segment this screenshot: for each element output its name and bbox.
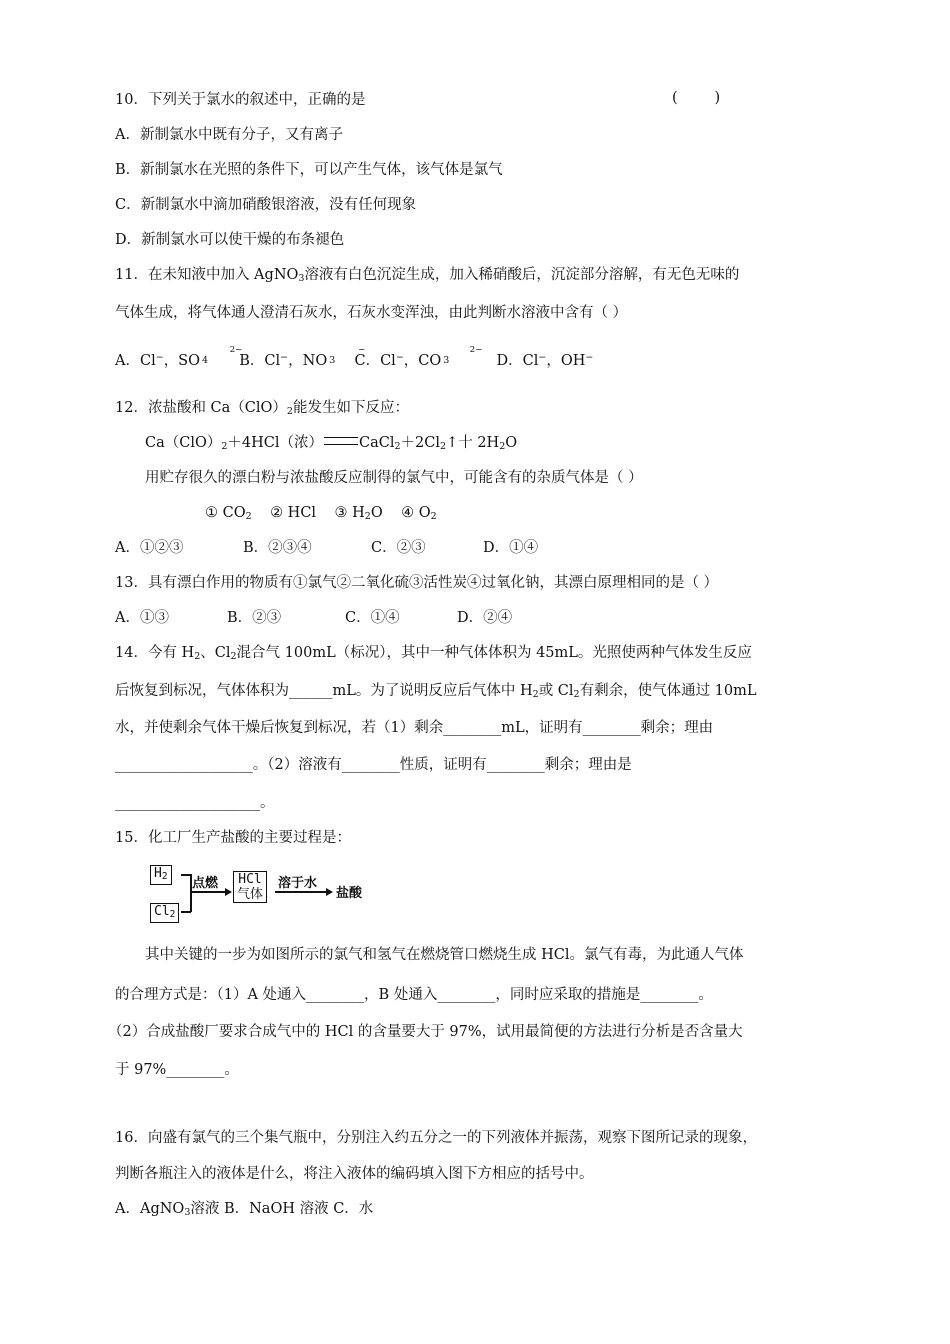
q11-a-so4-sub: 4 <box>202 355 209 366</box>
q14-line3: 水，并使剩余气体干燥后恢复到标况，若（1）剩余________mL，证明有________剩余；理由 <box>115 720 714 736</box>
q12-eq-sub3: 2 <box>440 441 447 452</box>
q15-stem: 15．化工厂生产盐酸的主要过程是： <box>115 830 351 846</box>
ignite-label: 点燃 <box>192 876 219 891</box>
h2-box <box>150 865 172 885</box>
q12-gas1: ① CO <box>205 505 246 521</box>
q10-answer-paren: ( ) <box>672 90 721 106</box>
q11-a-so4 <box>163 345 243 371</box>
q12-eq-sub4: 2 <box>499 441 506 452</box>
q12-stem <box>115 398 409 422</box>
dissolve-label: 溶于水 <box>278 876 318 891</box>
q11-c-co3-sub: 3 <box>443 355 450 366</box>
q14-l2-s2: 2 <box>573 689 580 700</box>
cl2-label: Cl <box>154 904 170 919</box>
hcl-box <box>233 871 267 903</box>
q15-p3: （2）合成盐酸厂要求合成气中的 HCl 的含量要大于 97%，试用最简便的方法进行分析是否含量大 <box>108 1024 743 1040</box>
q16-line2: 判断各瓶注入的液体是什么，将注入液体的编码填入图下方相应的括号中。 <box>115 1166 594 1182</box>
q11-c-co3-charge: 2− <box>469 345 483 355</box>
q11-stem-line2: 气体生成，将气体通人澄清石灰水，石灰水变浑浊，由此判断水溶液中含有（ ） <box>115 305 628 321</box>
q12-gas4: ④ O <box>401 505 431 521</box>
q14-l1-b: 、Cl <box>200 645 231 661</box>
q10-option-a: A．新制氯水中既有分子，又有离子 <box>115 127 343 143</box>
q12-eq-c: CaCl <box>359 435 395 451</box>
q13-options <box>115 608 512 628</box>
q12-eq-d: ＋2Cl <box>400 435 441 451</box>
q15-p1: 其中关键的一步为如图所示的氯气和氢气在燃烧管口燃烧生成 HCl。氯气有毒，为此通人气体 <box>145 947 744 963</box>
h2-label: H <box>154 866 162 881</box>
q12-line3: 用贮存很久的漂白粉与浓盐酸反应制得的氯气中，可能含有的杂质气体是（ ） <box>145 470 643 486</box>
q12-option-b: B．②③④ <box>243 540 312 556</box>
q15-flow-diagram <box>150 865 410 925</box>
q11-text-a: 11．在未知液中加入 AgNO <box>115 267 299 283</box>
q12-double-bar <box>324 437 358 445</box>
q10-option-d: D．新制氯水可以使干燥的布条褪色 <box>115 232 345 248</box>
q11-b-no: ，NO <box>288 353 328 369</box>
q11-c-cl-charge: − <box>395 352 404 363</box>
q12-equation <box>145 433 517 457</box>
q12-option-a: A．①②③ <box>115 540 184 556</box>
q12-gas3: ③ H <box>334 505 365 521</box>
q16-opt-a-sub: 3 <box>184 1207 191 1218</box>
dissolve-arrow-head <box>326 888 333 896</box>
q12-eq-b: ＋4HCl（浓） <box>227 435 324 451</box>
q12-gas2: ② HCl <box>270 505 317 521</box>
q10-stem <box>115 90 365 110</box>
cl2-connector <box>181 911 191 913</box>
product-label: 盐酸 <box>336 886 363 901</box>
q12-option-c: C．②③ <box>371 540 426 556</box>
q11-d-oh: ，OH <box>546 353 586 369</box>
q11-option-a <box>115 345 243 369</box>
q16-options <box>115 1199 373 1223</box>
q11-option-d <box>497 353 594 369</box>
q11-stem-line1 <box>115 265 739 289</box>
q10-option-c: C．新制氯水中滴加硝酸银溶液，没有任何现象 <box>115 197 417 213</box>
q11-b-no3 <box>288 345 366 371</box>
q10-stem-text: 10．下列关于氯水的叙述中，正确的是 <box>115 92 366 108</box>
q11-d-cl-charge: − <box>538 352 547 363</box>
q12-gas3-b: O <box>370 505 383 521</box>
q14-l1-s2: 2 <box>230 651 237 662</box>
q11-c-co3 <box>403 345 483 371</box>
q11-options <box>115 345 594 371</box>
q12-option-d: D．①④ <box>483 540 539 556</box>
q14-l2-s1: 2 <box>532 689 539 700</box>
q11-d-cl: D．Cl <box>496 353 539 369</box>
q15-p2: 的合理方式是：（1）A 处通入________，B 处通入________，同时应采取的措施是________。 <box>115 987 713 1003</box>
q14-l2-b: 或 Cl <box>538 683 574 699</box>
q13-option-b: B．②③ <box>227 610 282 626</box>
q11-option-c <box>354 345 483 369</box>
q12-stem-sub: 2 <box>286 406 293 417</box>
h2-sub: 2 <box>161 871 168 882</box>
q11-d-oh-charge: − <box>585 352 594 363</box>
q13-option-d: D．②④ <box>457 610 513 626</box>
q15-p4: 于 97%________。 <box>115 1062 239 1078</box>
ignite-arrow-line <box>190 891 226 893</box>
q11-c-co: ，CO <box>403 353 442 369</box>
q16-opt-a: A．AgNO <box>115 1201 185 1217</box>
hcl-label: HCl <box>238 872 262 887</box>
q12-gases <box>205 503 437 527</box>
q16-opt-rest: 溶液 B．NaOH 溶液 C．水 <box>190 1201 374 1217</box>
q12-gas1-sub: 2 <box>245 511 252 522</box>
q11-a-so4-charge: 2− <box>229 345 243 355</box>
q13-stem: 13．具有漂白作用的物质有①氯气②二氧化硫③活性炭④过氧化钠，其漂白原理相同的是（ ） <box>115 575 719 591</box>
q14-line4: ___________________。（2）溶液有________性质，证明有________剩余；理由是 <box>115 757 632 773</box>
q12-eq-sub2: 2 <box>394 441 401 452</box>
q12-gas3-sub: 2 <box>364 511 371 522</box>
hcl-gas-label: 气体 <box>237 887 264 902</box>
q13-option-c: C．①④ <box>345 610 400 626</box>
q12-gas4-sub: 2 <box>430 511 437 522</box>
q11-a-cl: A．Cl <box>115 353 156 369</box>
q12-options <box>115 538 538 558</box>
q11-a-so: ，SO <box>163 353 201 369</box>
q12-eq-f: O <box>505 435 518 451</box>
q14-l1-a: 14．今有 H <box>115 645 195 661</box>
q12-eq-a: Ca（ClO） <box>145 435 222 451</box>
q11-c-cl: C．Cl <box>354 353 396 369</box>
q11-option-b <box>239 345 366 369</box>
q11-b-cl: B．Cl <box>239 353 281 369</box>
q14-line1 <box>115 643 752 667</box>
q12-stem-a: 12．浓盐酸和 Ca（ClO） <box>115 400 287 416</box>
dissolve-arrow-line <box>275 891 327 893</box>
q12-eq-sub1: 2 <box>221 441 228 452</box>
q12-stem-b: 能发生如下反应： <box>292 400 409 416</box>
q14-line5: ____________________。 <box>115 795 275 811</box>
q10-option-b: B．新制氯水在光照的条件下，可以产生气体，该气体是氯气 <box>115 162 503 178</box>
q11-text-b: 溶液有白色沉淀生成，加入稀硝酸后，沉淀部分溶解，有无色无味的 <box>304 267 740 283</box>
cl2-sub: 2 <box>169 909 176 920</box>
q14-l1-s1: 2 <box>194 651 201 662</box>
cl2-box <box>150 903 179 923</box>
q14-line2 <box>115 681 757 705</box>
q14-l1-c: 混合气 100mL（标况），其中一种气体体积为 45mL。光照使两种气体发生反应 <box>236 645 752 661</box>
q14-l2-c: 有剩余，使气体通过 10mL <box>579 683 757 699</box>
q11-b-no3-charge: − <box>358 345 366 355</box>
q11-sub: 3 <box>298 273 305 284</box>
q16-stem: 16．向盛有氯气的三个集气瓶中，分别注入约五分之一的下列液体并振荡，观察下图所记录的现象， <box>115 1130 757 1146</box>
ignite-arrow-head <box>225 888 232 896</box>
q14-l2-a: 后恢复到标况，气体体积为______mL。为了说明反应后气体中 H <box>115 683 533 699</box>
q11-b-cl-charge: − <box>280 352 289 363</box>
q12-eq-e: ↑十 2H <box>446 435 500 451</box>
q11-a-cl-charge: − <box>155 352 164 363</box>
q13-option-a: A．①③ <box>115 610 169 626</box>
q11-b-no3-sub: 3 <box>329 355 336 366</box>
